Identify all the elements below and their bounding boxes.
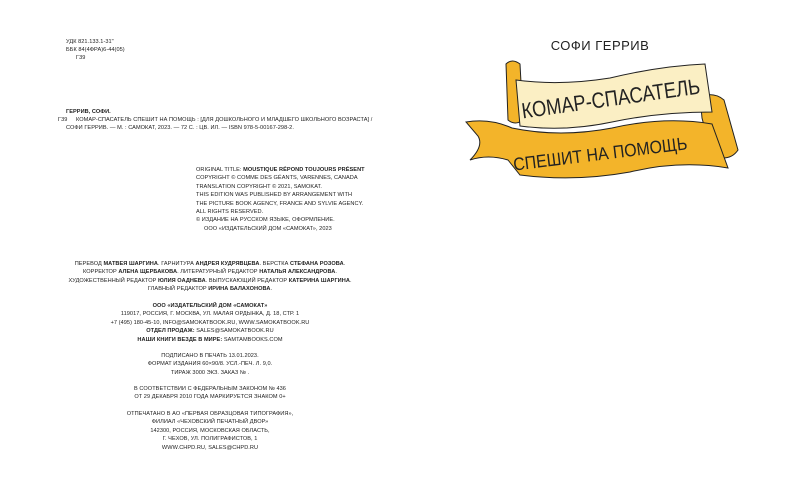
print-info: ПОДПИСАНО В ПЕЧАТЬ 13.01.2023. ФОРМАТ ИЗДАНИЯ 60×90/8. УСЛ.-ПЕЧ. Л. 9,0. ТИРАЖ 3000 ЭКЗ. ЗАКАЗ № .	[147, 353, 273, 376]
credit-role: .	[343, 261, 346, 267]
credit-role: .	[349, 277, 352, 284]
printer-info: ОТПЕЧАТАНО В АО «ПЕРВАЯ ОБРАЗЦОВАЯ ТИПОГРАФИЯ», ФИЛИАЛ «ЧЕХОВСКИЙ ПЕЧАТНЫЙ ДВОР» 142300, РОССИЯ, МОСКОВСКАЯ ОБЛАСТЬ, Г. ЧЕХОВ, УЛ. ПОЛИГРАФИСТОВ, 1 WWW.CHPD.RU, SALES@CHPD.RU	[126, 411, 294, 451]
credit-person: ИРИНА БАЛАХОНОВА	[208, 286, 271, 293]
credit-role: . ЛИТЕРАТУРНЫЙ РЕДАКТОР	[177, 269, 260, 276]
rights-line: ALL RIGHTS RESERVED.	[196, 209, 264, 216]
credit-role: ГЛАВНЫЙ РЕДАКТОР	[147, 286, 209, 293]
credit-person: НАТАЛЬЯ АЛЕКСАНДРОВА	[259, 269, 336, 276]
credit-role: ХУДОЖЕСТВЕННЫЙ РЕДАКТОР	[68, 277, 158, 284]
rights-line: THE PICTURE BOOK AGENCY, FRANCE AND SYLVIE AGENCY.	[196, 200, 364, 207]
udk-code: УДК 821.133.1-31"	[66, 39, 114, 45]
credit-role: .	[335, 269, 337, 276]
rights-line: ООО «ИЗДАТЕЛЬСКИЙ ДОМ «САМОКАТ», 2023	[204, 225, 332, 232]
sales-line: ОТДЕЛ ПРОДАЖ: SALES@SAMOKATBOOK.RU	[146, 328, 274, 335]
credit-person: АНДРЕЯ КУДРЯВЦЕВА	[195, 261, 260, 267]
publisher-contacts: +7 (495) 180-45-10, INFO@SAMOKATBOOK.RU, WWW.SAMOKATBOOK.RU	[110, 319, 310, 326]
credit-role: . ГАРНИТУРА	[157, 261, 196, 267]
catalog-line-1: КОМАР-СПАСАТЕЛЬ СПЕШИТ НА ПОМОЩЬ : [ДЛЯ ДОШКОЛЬНОГО И МЛАДШЕГО ШКОЛЬНОГО ВОЗРАСТА] /	[76, 117, 373, 123]
title-line-2: СПЕШИТ НА ПОМОЩЬ	[512, 130, 712, 175]
author-name: СОФИ ГЕРРИВ	[550, 38, 650, 53]
books-site[interactable]: SAMTAMBOOKS.COM	[223, 336, 283, 343]
rights-line: TRANSLATION COPYRIGHT © 2021, SAMOKAT.	[196, 183, 323, 190]
sales-email[interactable]: SALES@SAMOKATBOOK.RU	[196, 328, 274, 335]
title-line-1: КОМАР-СПАСАТЕЛЬ	[519, 68, 738, 124]
credit-role: ПЕРЕВОД	[74, 261, 104, 267]
original-title-line: ORIGINAL TITLE: MOUSTIQUE RÉPOND TOUJOURS PRÉSENT	[196, 167, 365, 173]
publisher-name: ООО «ИЗДАТЕЛЬСКИЙ ДОМ «САМОКАТ»	[152, 303, 268, 309]
catalog-author: ГЕРРИВ, СОФИ.	[66, 109, 111, 115]
author-mark: Г39	[76, 55, 86, 61]
credit-role: . ВЕРСТКА	[259, 261, 291, 267]
credit-role: .	[270, 286, 273, 293]
original-title: MOUSTIQUE RÉPOND TOUJOURS PRÉSENT	[243, 167, 365, 173]
rights-line: © ИЗДАНИЕ НА РУССКОМ ЯЗЫКЕ, ОФОРМЛЕНИЕ.	[196, 217, 335, 224]
credit-person: АЛЕНА ЩЕРБАКОВА	[118, 269, 178, 276]
rights-line: THIS EDITION WAS PUBLISHED BY ARRANGEMENT WITH	[196, 192, 353, 199]
credit-person: СТЕФАНА РОЗОВА	[290, 261, 344, 267]
credit-person: ЮЛИЯ ОАДНЕВА	[157, 277, 206, 284]
law-info: В СООТВЕТСТВИИ С ФЕДЕРАЛЬНЫМ ЗАКОНОМ № 436 ОТ 29 ДЕКАБРЯ 2010 ГОДА МАРКИРУЕТСЯ ЗНАКОМ 0+	[134, 386, 286, 401]
credit-person: МАТВЕЯ ШАРГИНА	[103, 261, 158, 267]
credit-person: КАТЕРИНА ШАРГИНА	[288, 277, 350, 284]
credit-role: КОРРЕКТОР	[83, 269, 119, 276]
publisher-address: 119017, РОССИЯ, Г. МОСКВА, УЛ. МАЛАЯ ОРДЫНКА, Д. 18, СТР. 1	[120, 311, 300, 318]
books-line: НАШИ КНИГИ ВЕЗДЕ В МИРЕ: SAMTAMBOOKS.COM	[137, 336, 283, 343]
bbk-code: ББК 84(4ФРА)6-44(05)	[66, 47, 125, 53]
catalog-line-2: СОФИ ГЕРРИВ. — М. : САМОКАТ, 2023. — 72 С. : ЦВ. ИЛ. — ISBN 978-5-00167-298-2.	[66, 125, 294, 131]
catalog-code: Г39	[58, 117, 68, 123]
credit-role: . ВЫПУСКАЮЩИЙ РЕДАКТОР	[205, 277, 289, 284]
rights-line: COPYRIGHT © COMME DES GÉANTS, VARENNES, CANADA	[196, 175, 358, 182]
